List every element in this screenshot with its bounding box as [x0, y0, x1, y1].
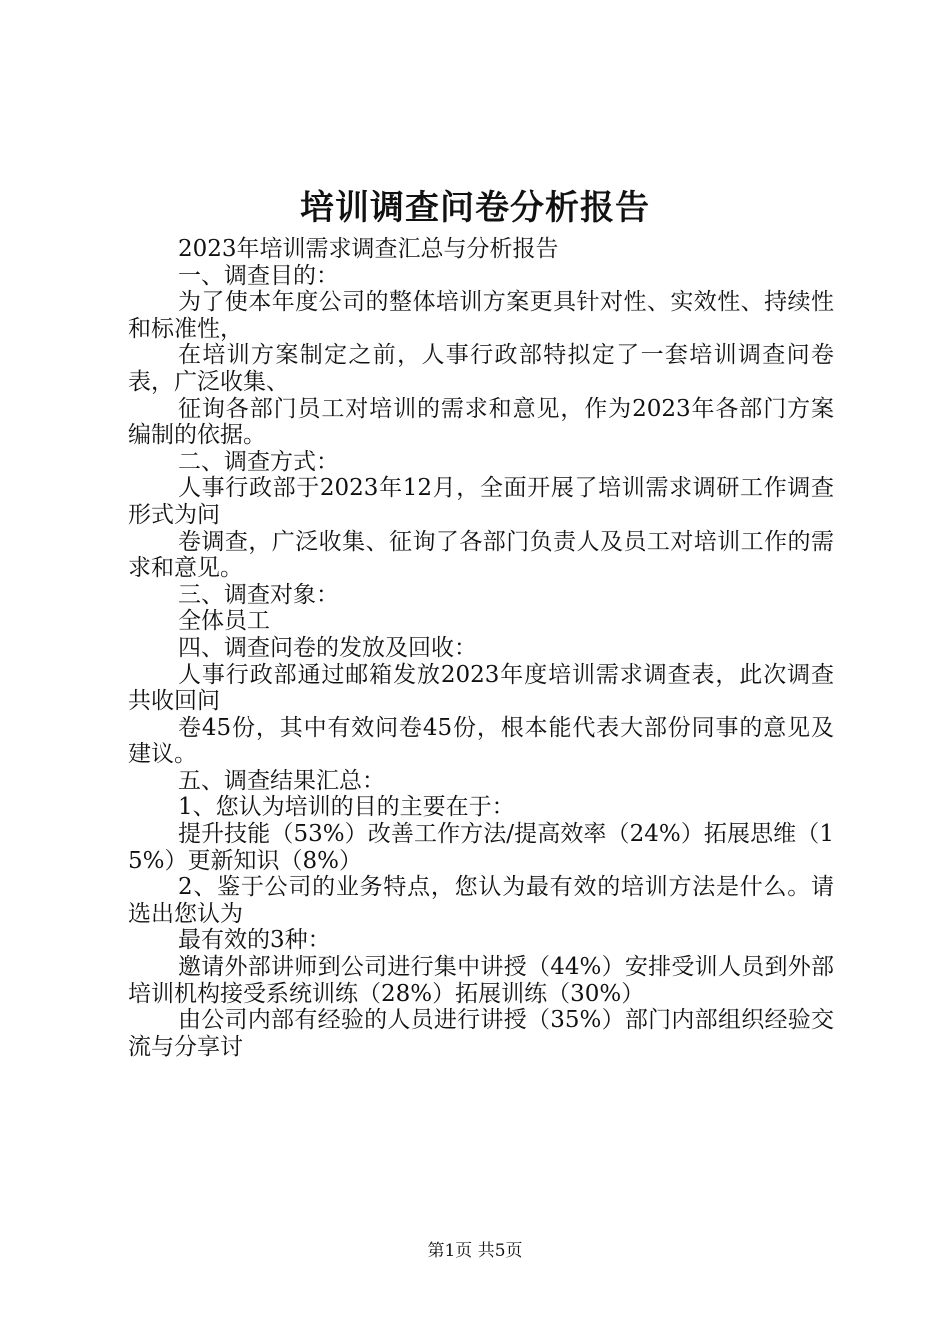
paragraph: 在培训方案制定之前，人事行政部特拟定了一套培训调查问卷表，广泛收集、: [128, 342, 834, 395]
paragraph: 卷调查，广泛收集、征询了各部门负责人及员工对培训工作的需求和意见。: [128, 528, 834, 582]
document-body: [128, 236, 834, 1060]
section-heading-distribution: 四、调查问卷的发放及回收：: [178, 634, 477, 661]
paragraph: 人事行政部通过邮箱发放2023年度培训需求调查表，此次调查共收回问: [128, 661, 834, 715]
question-2: 2、鉴于公司的业务特点，您认为最有效的培训方法是什么。请选出您认为: [128, 874, 834, 927]
paragraph: 征询各部门员工对培训的需求和意见，作为2023年各部门方案编制的依据。: [128, 395, 834, 449]
paragraph: 由公司内部有经验的人员进行讲授（35%）部门内部组织经验交流与分享讨: [128, 1007, 834, 1060]
section-heading-purpose: 一、调查目的：: [178, 262, 339, 289]
section-heading-method: 二、调查方式：: [178, 448, 339, 475]
paragraph: 卷45份，其中有效问卷45份，根本能代表大部份同事的意见及建议。: [128, 714, 834, 768]
report-subtitle: 2023年培训需求调查汇总与分析报告: [178, 236, 559, 262]
section-heading-subjects: 三、调查对象：: [178, 581, 339, 608]
paragraph: 全体员工: [178, 608, 270, 635]
question-1: 1、您认为培训的目的主要在于：: [178, 794, 515, 821]
paragraph: 最有效的3种：: [178, 927, 331, 954]
answer-1: 提升技能（53%）改善工作方法/提高效率（24%）拓展思维（15%）更新知识（8%）: [128, 821, 834, 874]
paragraph: 为了使本年度公司的整体培训方案更具针对性、实效性、持续性和标准性，: [128, 289, 834, 342]
page-title: 培训调查问卷分析报告: [300, 188, 650, 228]
answer-2: 邀请外部讲师到公司进行集中讲授（44%）安排受训人员到外部培训机构接受系统训练（28%）拓展训练（30%）: [128, 954, 834, 1007]
section-heading-results: 五、调查结果汇总：: [178, 767, 385, 794]
paragraph: 人事行政部于2023年12月，全面开展了培训需求调研工作调查形式为问: [128, 475, 834, 528]
page-number: 第1页 共5页: [427, 1241, 523, 1261]
